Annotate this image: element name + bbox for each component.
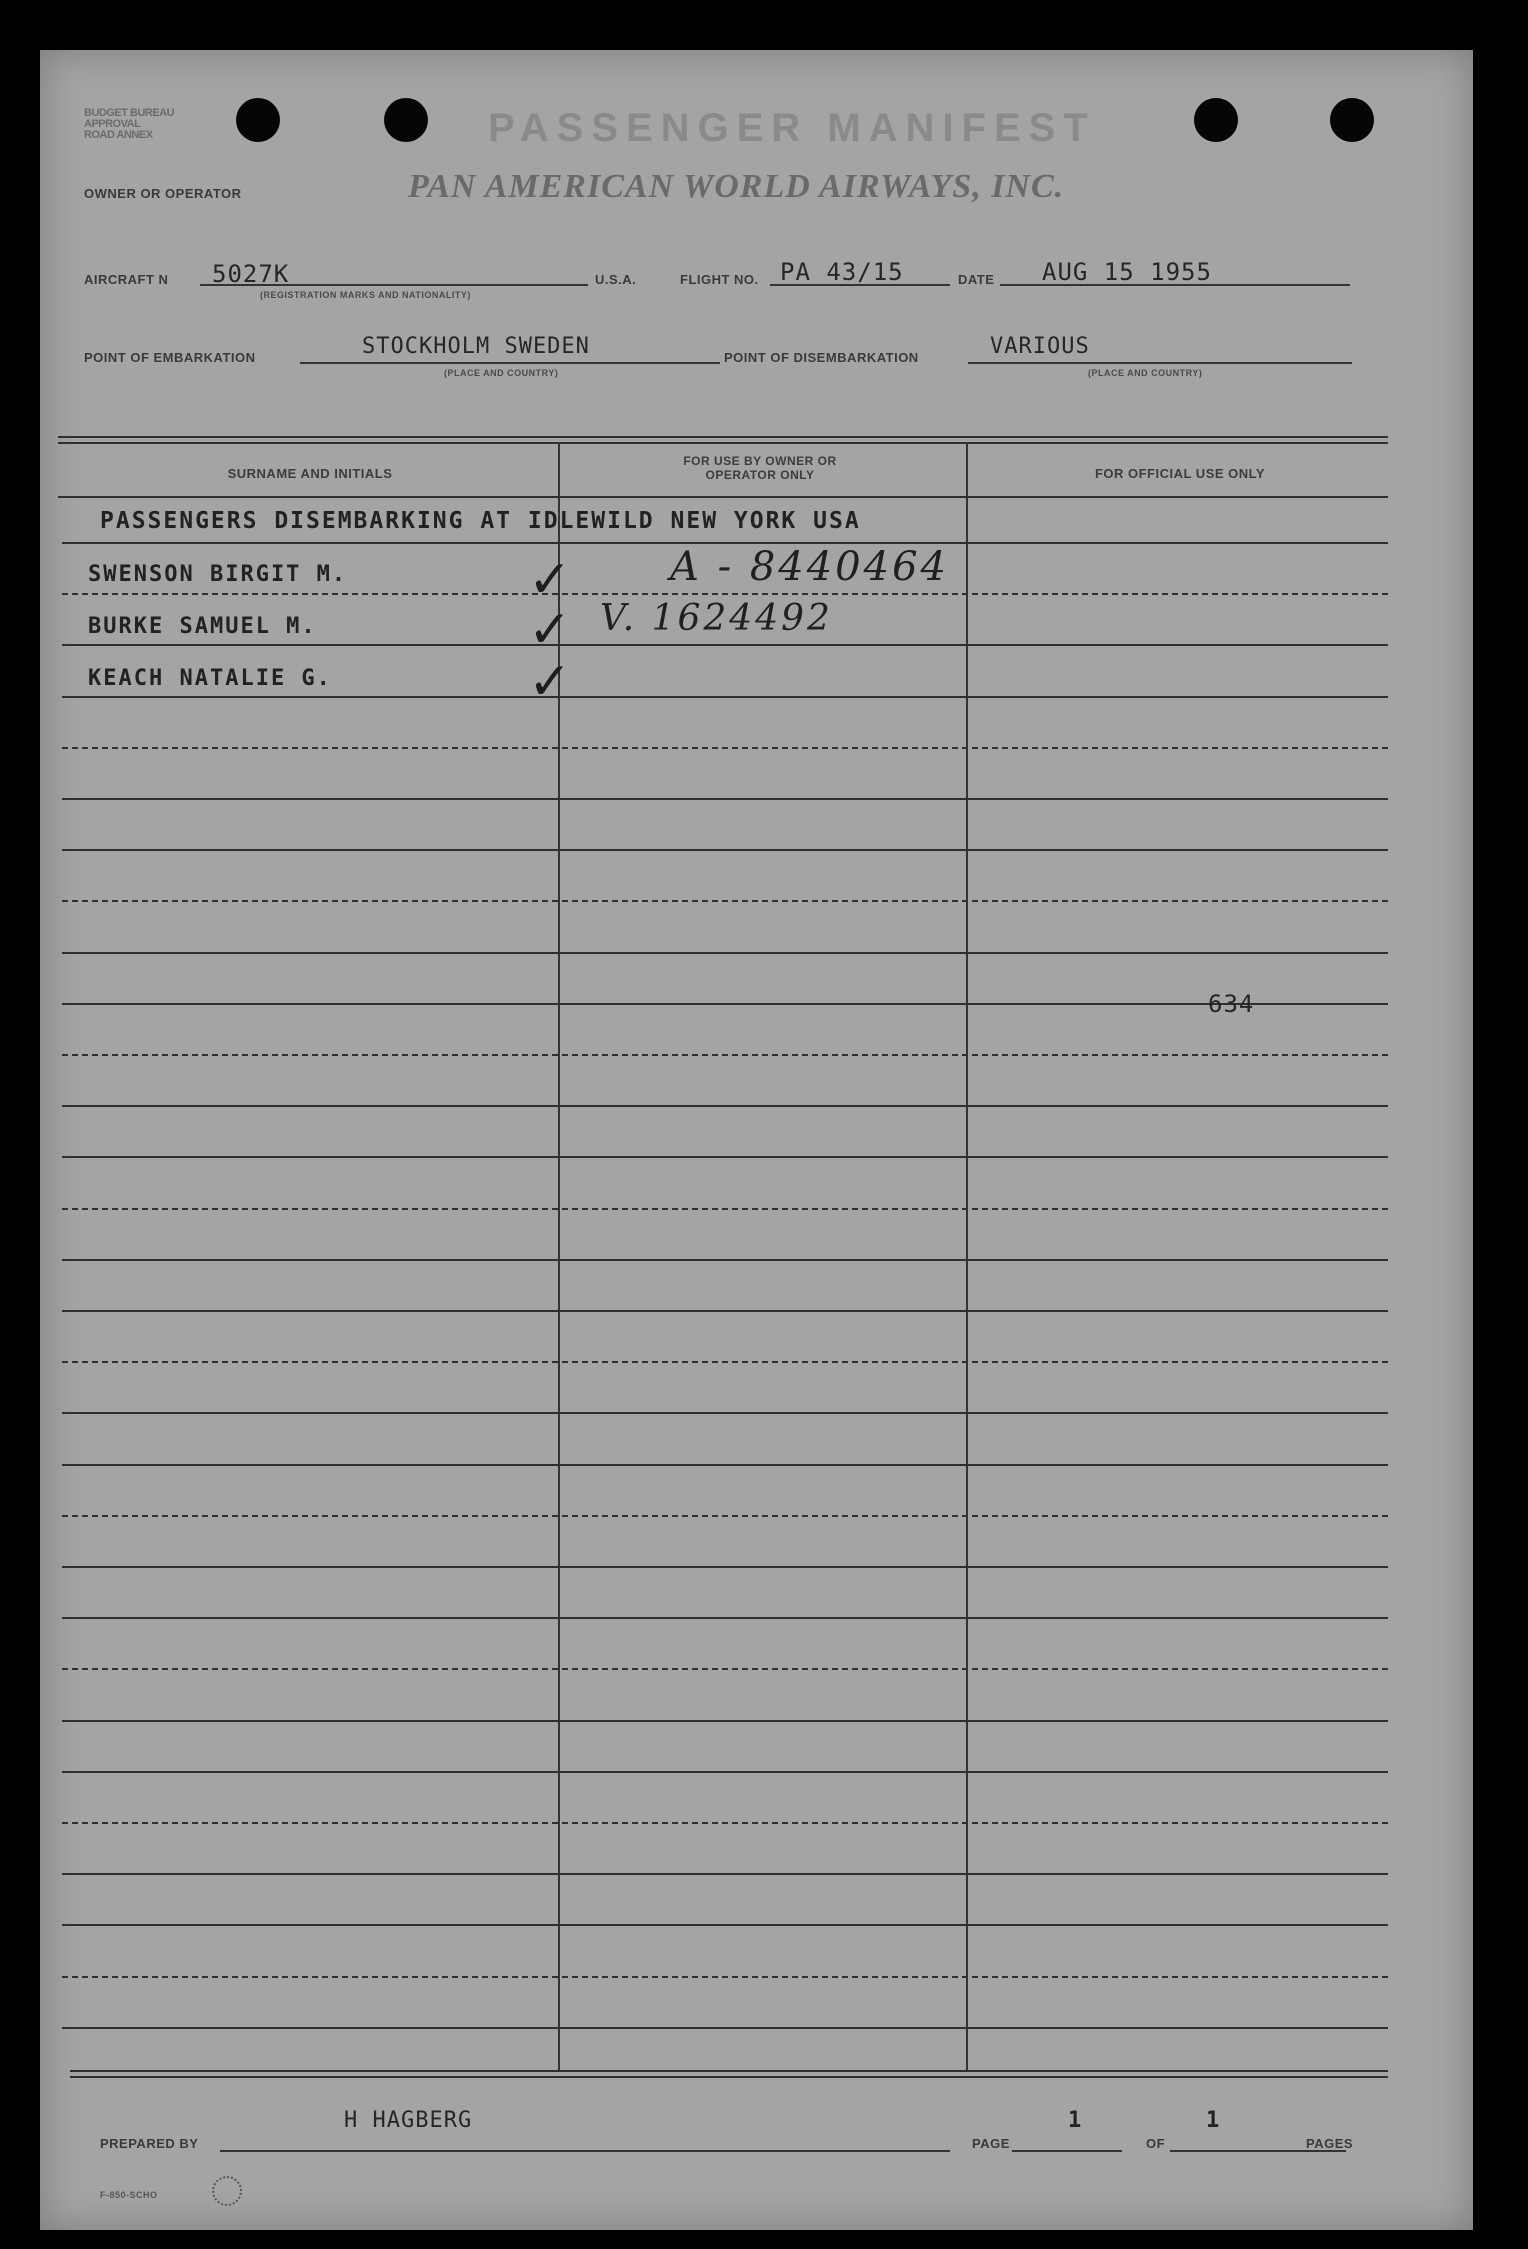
of-label: OF [1146, 2136, 1166, 2151]
row-rule [62, 1771, 1388, 1773]
row-rule [62, 1054, 1388, 1056]
row-rule [62, 798, 1388, 800]
page-value: 1 [1068, 2108, 1084, 2133]
passenger-name: KEACH NATALIE G. [88, 666, 332, 691]
embarkation-line [300, 362, 720, 364]
punch-hole [1330, 98, 1374, 142]
table-bottom-rule [70, 2076, 1388, 2078]
punch-hole [1194, 98, 1238, 142]
date-label: DATE [958, 272, 995, 287]
owner-label: OWNER OR OPERATOR [84, 186, 242, 201]
passenger-note: A - 8440464 [670, 544, 949, 590]
row-rule [62, 1156, 1388, 1158]
column-header-owner-use: FOR USE BY OWNER OR OPERATOR ONLY [683, 454, 837, 482]
prepared-value: H HAGBERG [344, 2108, 473, 2133]
punch-hole [384, 98, 428, 142]
registration-sub: (REGISTRATION MARKS AND NATIONALITY) [260, 290, 471, 300]
passenger-note: V. 1624492 [600, 598, 833, 639]
row-rule [62, 1412, 1388, 1414]
row-rule [62, 1617, 1388, 1619]
row-rule [62, 849, 1388, 851]
stamp-line: BUDGET BUREAU [84, 107, 175, 119]
column-divider [966, 442, 968, 2070]
row-rule [62, 1515, 1388, 1517]
disembarkation-label: POINT OF DISEMBARKATION [724, 350, 919, 365]
row-rule [62, 1720, 1388, 1722]
form-code: F-850-SCHO [100, 2190, 158, 2200]
disembarkation-line [968, 362, 1352, 364]
embarkation-sub: (PLACE AND COUNTRY) [444, 368, 559, 378]
embarkation-value: STOCKHOLM SWEDEN [362, 334, 590, 359]
pages-label: PAGES [1306, 2136, 1354, 2151]
row-rule [62, 593, 1388, 595]
row-rule [62, 1566, 1388, 1568]
row-rule [62, 747, 1388, 749]
punch-hole [236, 98, 280, 142]
passenger-name: SWENSON BIRGIT M. [88, 562, 348, 587]
row-rule [62, 1310, 1388, 1312]
checkmark-icon: ✓ [528, 550, 572, 610]
row-rule [62, 696, 1388, 698]
row-rule [62, 1105, 1388, 1107]
page-title: PASSENGER MANIFEST [488, 106, 1096, 150]
flight-value: PA 43/15 [780, 258, 904, 286]
header-rule [58, 496, 1388, 498]
disembarkation-value: VARIOUS [990, 334, 1090, 359]
page-line [1012, 2150, 1122, 2152]
row-rule [62, 644, 1388, 646]
owner-value: PAN AMERICAN WORLD AIRWAYS, INC. [408, 168, 1065, 205]
row-rule [62, 952, 1388, 954]
row-rule [62, 1822, 1388, 1824]
date-value: AUG 15 1955 [1042, 258, 1212, 286]
page-label: PAGE [972, 2136, 1010, 2151]
prepared-label: PREPARED BY [100, 2136, 199, 2151]
column-header-official: FOR OFFICIAL USE ONLY [1094, 466, 1266, 481]
table-top-rule [58, 442, 1388, 444]
row-rule [62, 1464, 1388, 1466]
stamp-line: ROAD ANNEX [84, 129, 153, 141]
row-rule [62, 2027, 1388, 2029]
aircraft-label: AIRCRAFT N [84, 272, 169, 287]
row-rule [62, 1873, 1388, 1875]
manifest-sheet [40, 50, 1473, 2230]
row-rule [62, 900, 1388, 902]
official-note: 634 [1208, 990, 1255, 1018]
aircraft-value: 5027K [212, 260, 290, 288]
column-header-surname: SURNAME AND INITIALS [227, 466, 393, 481]
table-top-rule [58, 436, 1388, 438]
row-rule [62, 1259, 1388, 1261]
usa-label: U.S.A. [595, 272, 637, 287]
disembark-heading: PASSENGERS DISEMBARKING AT IDLEWILD NEW YORK USA [100, 508, 861, 534]
row-rule [62, 1361, 1388, 1363]
checkmark-icon: ✓ [528, 652, 572, 712]
row-rule [62, 1003, 1388, 1005]
row-rule [62, 1668, 1388, 1670]
checkmark-icon: ✓ [528, 600, 572, 660]
table-bottom-rule [70, 2070, 1388, 2072]
row-rule [62, 1924, 1388, 1926]
approval-stamp [84, 108, 174, 141]
of-value: 1 [1206, 2108, 1222, 2133]
passenger-name: BURKE SAMUEL M. [88, 614, 317, 639]
prepared-line [220, 2150, 950, 2152]
aircraft-line [200, 284, 588, 286]
flight-label: FLIGHT NO. [680, 272, 759, 287]
disembarkation-sub: (PLACE AND COUNTRY) [1088, 368, 1203, 378]
printer-mark-icon [212, 2176, 242, 2206]
row-rule [62, 1976, 1388, 1978]
flight-line [770, 284, 950, 286]
row-rule [62, 1208, 1388, 1210]
stamp-line: APPROVAL [84, 118, 141, 130]
date-line [1000, 284, 1350, 286]
embarkation-label: POINT OF EMBARKATION [84, 350, 256, 365]
